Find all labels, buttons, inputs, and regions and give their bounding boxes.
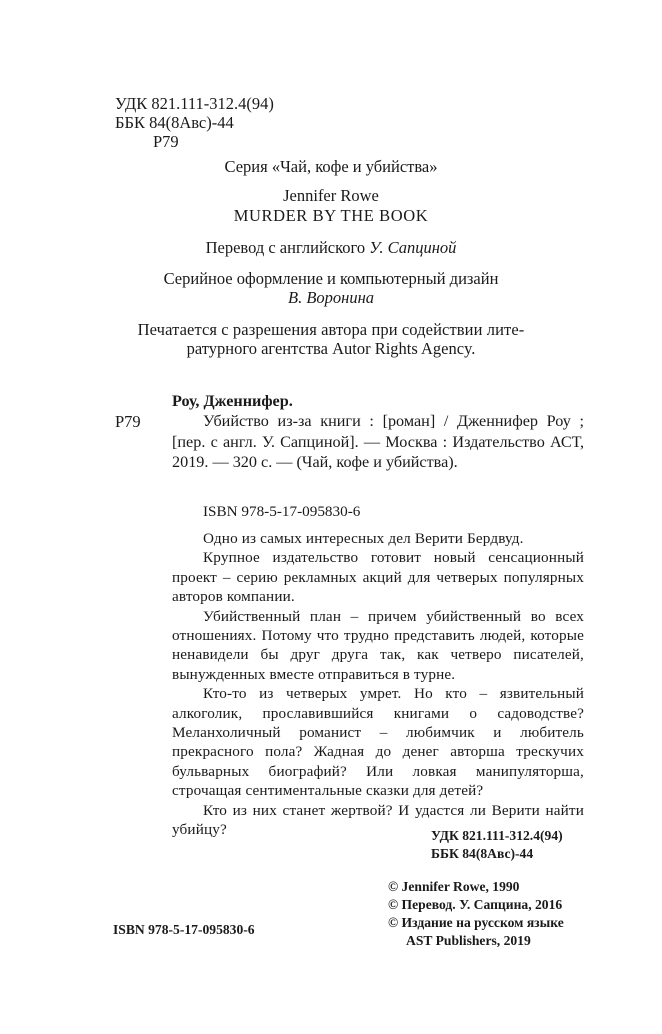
annotation [172, 529, 584, 840]
copyright-edition: © Издание на русском языке [388, 915, 564, 930]
annotation-paragraph: Кто-то из четверых умрет. Но кто – язвительный алкоголик, прославившийся книгами о садоводстве? Меланхоличный романист – любимчик и любитель прекрасного пола? Жадная до денег авторша трескучих бульварных биографий? Или ловкая манипуляторша, строчащая сентиментальные сказки для детей? [172, 685, 584, 800]
design-label: Серийное оформление и компьютерный дизайн [163, 269, 499, 288]
translation-label: Перевод с английского [205, 238, 366, 257]
copyright-author: © Jennifer Rowe, 1990 [388, 879, 520, 894]
catalog-heading: Роу, Дженнифер. [172, 392, 293, 410]
annotation-paragraph: Кто из них станет жертвой? И удастся ли Верити найти убийцу? [172, 801, 584, 839]
bbk-code: ББК 84(8Авс)-44 [115, 113, 234, 132]
catalog-author-mark: Р79 [115, 412, 141, 431]
annotation-paragraph: Убийственный план – причем убийственный во всех отношениях. Потому что трудно представить людей, которые ненавидели бы друг друга так, как четверо писателей, вынужденных вместе отправиться в турне. [172, 607, 584, 683]
catalog-isbn: ISBN 978-5-17-095830-6 [203, 503, 361, 520]
copyright-publisher: AST Publishers, 2019 [406, 933, 531, 948]
original-title: MURDER BY THE BOOK [233, 206, 429, 225]
designer-name-text: В. Воронина [287, 288, 375, 307]
footer-udk: УДК 821.111-312.4(94) [431, 828, 563, 843]
catalog-card [172, 391, 584, 472]
catalog-description: Убийство из-за книги : [роман] / Дженнифер Роу ; [пер. с англ. У. Сапциной]. — Москва : Издательство АСТ, 2019. — 320 с. — (Чай, кофе и убийства). [172, 412, 584, 471]
series-title: Серия «Чай, кофе и убийства» [224, 157, 438, 176]
translation-credit [0, 238, 662, 258]
author-mark: Р79 [153, 132, 179, 151]
copyright-translation: © Перевод. У. Сапцина, 2016 [388, 897, 563, 912]
translator-name: У. Сапциной [369, 238, 457, 257]
annotation-paragraph: Крупное издательство готовит новый сенсационный проект – серию рекламных акций для четверых популярных авторов компании. [172, 549, 584, 606]
permission-line-1: Печатается с разрешения автора при содействии лите- [137, 320, 525, 339]
footer-isbn: ISBN 978-5-17-095830-6 [113, 922, 255, 937]
udk-code: УДК 821.111-312.4(94) [115, 94, 274, 113]
original-author: Jennifer Rowe [283, 186, 379, 205]
designer-name [0, 288, 662, 308]
footer-bbk: ББК 84(8Авс)-44 [431, 846, 534, 861]
annotation-paragraph: Одно из самых интересных дел Верити Бердвуд. [203, 530, 524, 547]
permission-line-2: ратурного агентства Autor Rights Agency. [186, 339, 476, 358]
